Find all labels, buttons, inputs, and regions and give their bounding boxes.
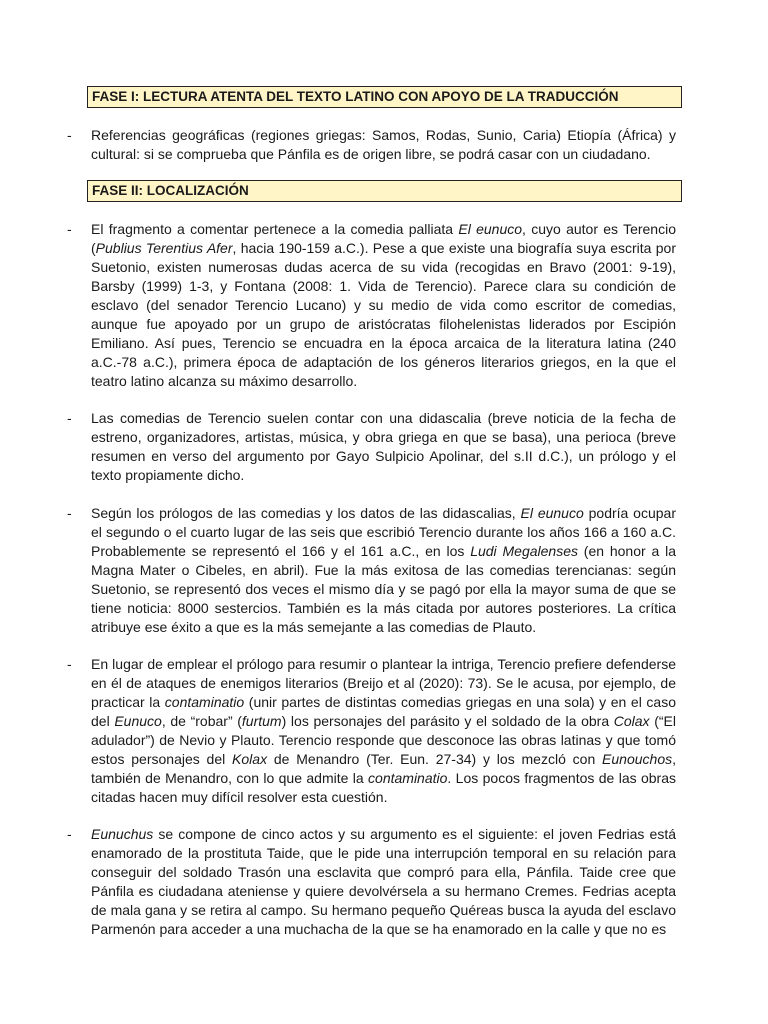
italic-term: contaminatio	[368, 770, 448, 786]
bullet-dash: -	[67, 221, 72, 237]
text-run: (en honor a la Magna Mater o Cibeles, en abril). Fue la más exitosa de las comedias terencianas: según Suetonio, se representó dos veces el mismo día y se pagó por ella la mayor suma de que se tiene noticia: 8000 sestercios. También es la más citada por autores posteriores. La crítica atribuye ese éxito a que es la más semejante a las comedias de Plauto.	[91, 543, 676, 635]
text-run: (unir partes de distintas comedias griegas en una sola) y en el caso del	[91, 694, 676, 729]
text-run: ) los personajes del parásito y el soldado de la obra	[281, 713, 614, 729]
text-run: de Menandro (Ter. Eun. 27-34) y los mezcló con	[267, 751, 603, 767]
bullet-dash: -	[67, 826, 72, 842]
italic-title: El eunuco	[520, 505, 584, 521]
text-run: , de “robar” (	[161, 713, 242, 729]
italic-term: contaminatio	[164, 694, 245, 710]
text-run: , también de Menandro, con lo que admite la	[91, 751, 676, 786]
italic-title: Eunouchos	[602, 751, 673, 767]
bullet-dash: -	[67, 656, 72, 672]
italic-title: Colax	[613, 713, 650, 729]
paragraph-didascalia: Las comedias de Terencio suelen contar con una didascalia (breve noticia de la fecha de estreno, organizadores, artistas, música, y obra griega en que se basa), una perioca (breve resumen en verso del argumento por Gayo Sulpicio Apolinar, del s.II d.C.), un prólogo y el texto propiamente dicho.	[91, 410, 676, 483]
bullet-dash: -	[67, 505, 72, 521]
bullet-dash: -	[67, 410, 72, 426]
fase-2-heading: FASE II: LOCALIZACIÓN	[87, 180, 682, 202]
paragraph-prologos	[91, 504, 676, 637]
italic-term: Ludi Megalenses	[470, 543, 578, 559]
paragraph-contaminatio	[91, 655, 676, 807]
text-run: , cuyo autor es Terencio (	[91, 221, 676, 256]
fase-1-heading: FASE I: LECTURA ATENTA DEL TEXTO LATINO CON APOYO DE LA TRADUCCIÓN	[87, 86, 682, 108]
italic-title: Eunuchus	[91, 826, 154, 842]
text-run: podría ocupar el segundo o el cuarto lugar de las seis que escribió Terencio durante los años 166 a 160 a.C. Probablemente se representó el 166 y el 161 a.C., en los	[91, 505, 676, 559]
paragraph-referencias: Referencias geográficas (regiones griegas: Samos, Rodas, Sunio, Caria) Etiopía (África) y cultural: si se comprueba que Pánfila es de origen libre, se podrá casar con un ciudadano.	[91, 127, 676, 162]
italic-term: furtum	[241, 713, 282, 729]
paragraph-argumento	[91, 825, 676, 939]
text-run: El fragmento a comentar pertenece a la comedia palliata	[91, 221, 459, 237]
italic-name: Publius Terentius Afer	[95, 240, 233, 256]
bullet-dash: -	[67, 127, 72, 143]
italic-title: Kolax	[232, 751, 268, 767]
text-run: Según los prólogos de las comedias y los datos de las didascalias,	[91, 505, 521, 521]
text-run: . Los pocos fragmentos de las obras citadas hacen muy difícil resolver esta cuestión.	[91, 770, 676, 805]
italic-title: Eunuco	[114, 713, 162, 729]
italic-title: El eunuco	[458, 221, 523, 237]
paragraph-localizacion	[91, 220, 676, 391]
text-run: En lugar de emplear el prólogo para resumir o plantear la intriga, Terencio prefiere defenderse en él de ataques de enemigos literarios (Breijo et al (2020): 73). Se le acusa, por ejemplo, de practicar la	[91, 656, 676, 710]
text-run: (“El adulador”) de Nevio y Plauto. Terencio responde que desconoce las obras latinas y que tomó estos personajes del	[91, 713, 676, 767]
text-run: se compone de cinco actos y su argumento es el siguiente: el joven Fedrias está enamorado de la prostituta Taide, que le pide una interrupción temporal en su relación para conseguir del soldado Trasón una esclavita que compró para ella, Pánfila. Taide cree que Pánfila es ciudadana ateniense y quiere devolvérsela a su hermano Cremes. Fedrias acepta de mala gana y se retira al campo. Su hermano pequeño Quéreas busca la ayuda del esclavo Parmenón para acceder a una muchacha de la que se ha enamorado en la calle y que no es	[91, 826, 676, 937]
text-run: , hacia 190-159 a.C.). Pese a que existe una biografía suya escrita por Suetonio, existen numerosas dudas acerca de su vida (recogidas en Bravo (2001: 9-19), Barsby (1999) 1-3, y Fontana (2008: 1. Vida de Terencio). Parece clara su condición de esclavo (del senador Terencio Lucano) y su medio de vida como escritor de comedias, aunque fue apoyado por un grupo de aristócratas filohelenistas liderados por Escipión Emiliano. Así pues, Terencio se encuadra en la época arcaica de la literatura latina (240 a.C.-78 a.C.), primera época de adaptación de los géneros literarios griegos, en la que el teatro latino alcanza su máximo desarrollo.	[91, 240, 676, 389]
